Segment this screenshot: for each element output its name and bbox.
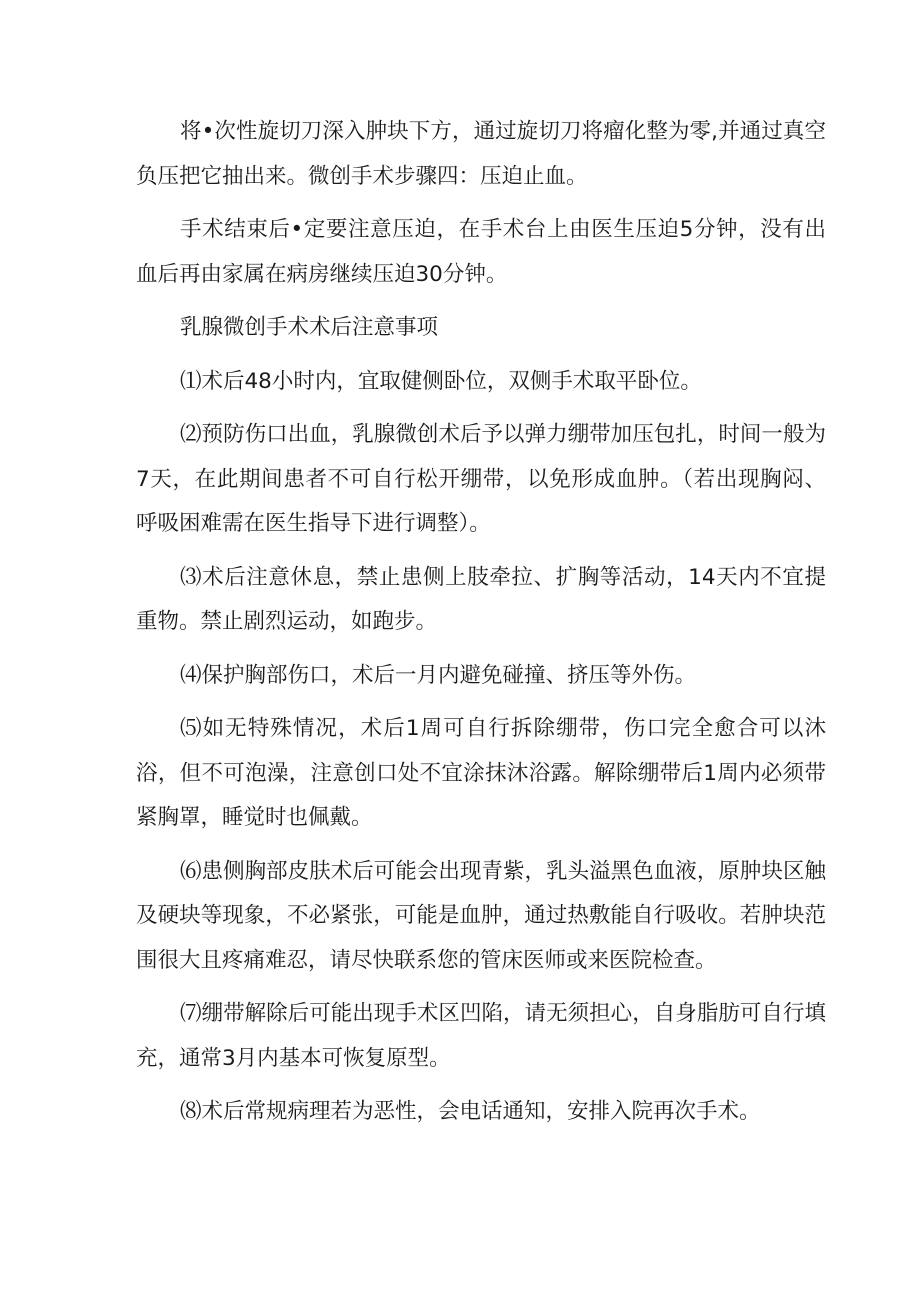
- document-body: [136, 110, 826, 1144]
- list-item-2: ⑵预防伤口出血，乳腺微创术后予以弹力绷带加压包扎，时间一般为7天，在此期间患者不可自行松开绷带，以免形成血肿。（若出现胸闷、呼吸困难需在医生指导下进行调整）。: [136, 422, 826, 536]
- list-item-1: ⑴术后48小时内，宜取健侧卧位，双侧手术取平卧位。: [180, 368, 702, 394]
- list-item-7: ⑺绷带解除后可能出现手术区凹陷，请无须担心，自身脂肪可自行填充，通常3月内基本可恢复原型。: [136, 1001, 826, 1071]
- list-item-5: ⑸如无特殊情况，术后1周可自行拆除绷带，伤口完全愈合可以沐浴，但不可泡澡，注意创口处不宜涂抹沐浴露。解除绷带后1周内必须带紧胸罩，睡觉时也佩戴。: [136, 716, 826, 830]
- paragraph-procedure-step: 将•次性旋切刀深入肿块下方，通过旋切刀将瘤化整为零,并通过真空负压把它抽出来。微创手术步骤四：压迫止血。: [136, 119, 826, 189]
- list-item-8: ⑻术后常规病理若为恶性，会电话通知，安排入院再次手术。: [180, 1099, 761, 1124]
- list-item-4: ⑷保护胸部伤口，术后一月内避免碰撞、挤压等外伤。: [180, 662, 697, 688]
- list-item-3: ⑶术后注意休息，禁止患侧上肢牵拉、扩胸等活动，14天内不宜提重物。禁止剧烈运动，如跑步。: [136, 564, 826, 634]
- paragraph-compression: 手术结束后•定要注意压迫，在手术台上由医生压迫5分钟，没有出血后再由家属在病房继续压迫30分钟。: [136, 217, 826, 287]
- list-item-6: ⑹患侧胸部皮肤术后可能会出现青紫，乳头溢黑色血液，原肿块区触及硬块等现象，不必紧张，可能是血肿，通过热敷能自行吸收。若肿块范围很大且疼痛难忍，请尽快联系您的管床医师或来医院检查。: [136, 858, 826, 973]
- section-heading-postop-notes: 乳腺微创手术术后注意事项: [180, 315, 439, 340]
